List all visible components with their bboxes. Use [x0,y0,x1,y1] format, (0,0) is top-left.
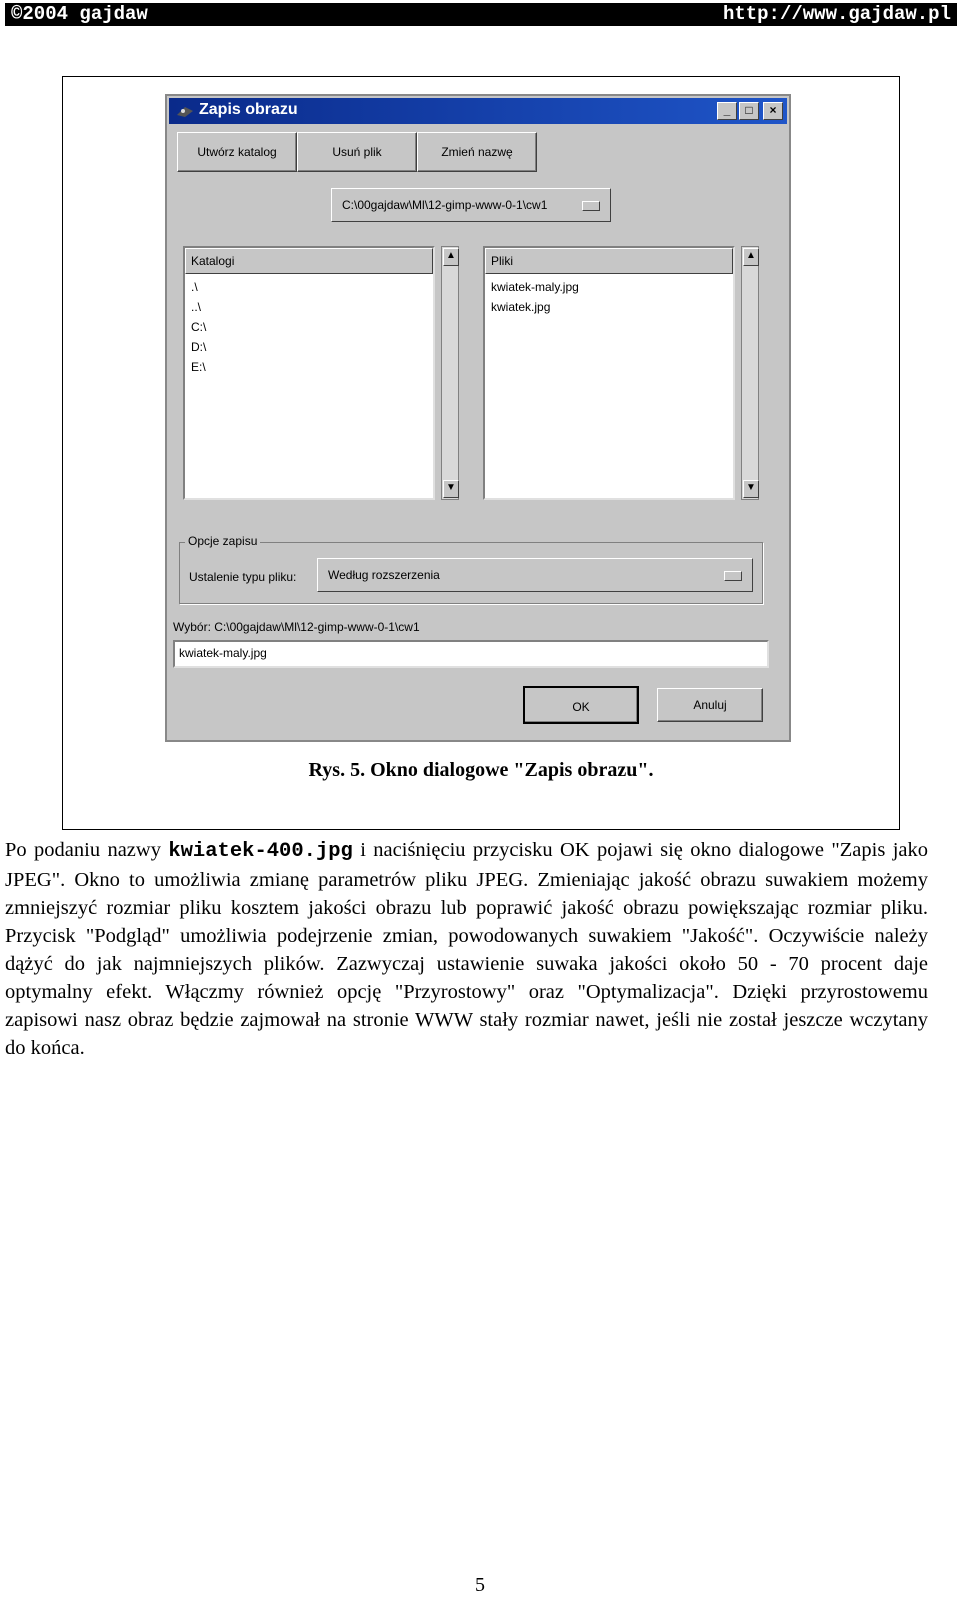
directories-header: Katalogi [185,248,433,274]
figure-caption: Rys. 5. Okno dialogowe "Zapis obrazu". [308,759,654,781]
scroll-up-icon[interactable]: ▲ [443,248,459,266]
page-header [5,3,957,26]
dropdown-indicator-icon [724,571,742,581]
list-item[interactable]: kwiatek-maly.jpg [491,280,579,294]
scroll-down-icon[interactable]: ▼ [743,480,759,498]
header-copyright: ©2004 gajdaw [11,3,148,25]
figure-frame [62,76,900,830]
filetype-label: Ustalenie typu pliku: [189,570,297,584]
files-scrollbar[interactable] [741,246,759,500]
list-item[interactable]: D:\ [191,340,207,354]
maximize-icon[interactable]: □ [739,102,759,120]
ok-button[interactable]: OK [523,686,639,724]
dialog-title: Zapis obrazu [199,101,298,118]
path-dropdown-value: C:\00gajdaw\Ml\12-gimp-www-0-1\cw1 [342,198,548,212]
list-item[interactable]: C:\ [191,320,207,334]
filename-code: kwiatek-400.jpg [168,840,353,863]
paragraph-text: Po podaniu nazwy [5,839,169,861]
files-header: Pliki [485,248,733,274]
create-dir-button[interactable]: Utwórz katalog [177,132,297,172]
minimize-icon[interactable]: _ [717,102,737,120]
list-item[interactable]: kwiatek.jpg [491,300,551,314]
dropdown-indicator-icon [582,201,600,211]
list-item[interactable]: ..\ [191,300,202,314]
body-paragraph [5,836,928,1062]
scroll-up-icon[interactable]: ▲ [743,248,759,266]
close-icon[interactable]: × [763,102,783,120]
header-url: http://www.gajdaw.pl [722,3,951,25]
path-dropdown[interactable] [331,188,611,222]
list-item[interactable]: .\ [191,280,198,294]
paragraph-text: i naciśnięciu przycisku OK pojawi się okno dialogowe "Zapis jako JPEG". Okno to umożliwia zmianę parametrów pliku JPEG. Zmieniając jakość obrazu suwakiem możemy zmniejszyć rozmiar pliku kosztem jakości obrazu lub poprawić jakość obrazu powiększając rozmiar pliku. Przycisk "Podgląd" umożliwia podejrzenie zmian, powodowanych suwakiem "Jakość". Oczywiście należy dążyć do jak najmniejszych plików. Zazwyczaj ustawienie suwaka jakości około 50 - 70 procent daje optymalny efekt. Włączmy również opcję "Przyrostowy" oraz "Optymalizacja". Dzięki przyrostowemu zapisowi nasz obraz będzie zajmował na stronie WWW stały rozmiar nawet, jeśli nie został jeszcze wczytany do końca. [5,839,928,1059]
cancel-button[interactable]: Anuluj [657,688,763,722]
rename-button[interactable]: Zmień nazwę [417,132,537,172]
scroll-down-icon[interactable]: ▼ [443,480,459,498]
save-options-label: Opcje zapisu [185,534,260,548]
page-number: 5 [475,1574,485,1596]
filetype-dropdown-value: Według rozszerzenia [328,568,440,582]
selection-path: Wybór: C:\00gajdaw\Ml\12-gimp-www-0-1\cw1 [173,620,420,634]
directories-scrollbar[interactable] [441,246,459,500]
filename-input[interactable]: kwiatek-maly.jpg [173,640,769,668]
list-item[interactable]: E:\ [191,360,206,374]
files-list[interactable] [483,246,735,500]
directories-list[interactable] [183,246,435,500]
save-image-dialog [165,94,791,742]
delete-file-button[interactable]: Usuń plik [297,132,417,172]
filetype-dropdown[interactable] [317,558,753,592]
app-icon [175,103,195,119]
dialog-titlebar[interactable] [169,98,787,124]
